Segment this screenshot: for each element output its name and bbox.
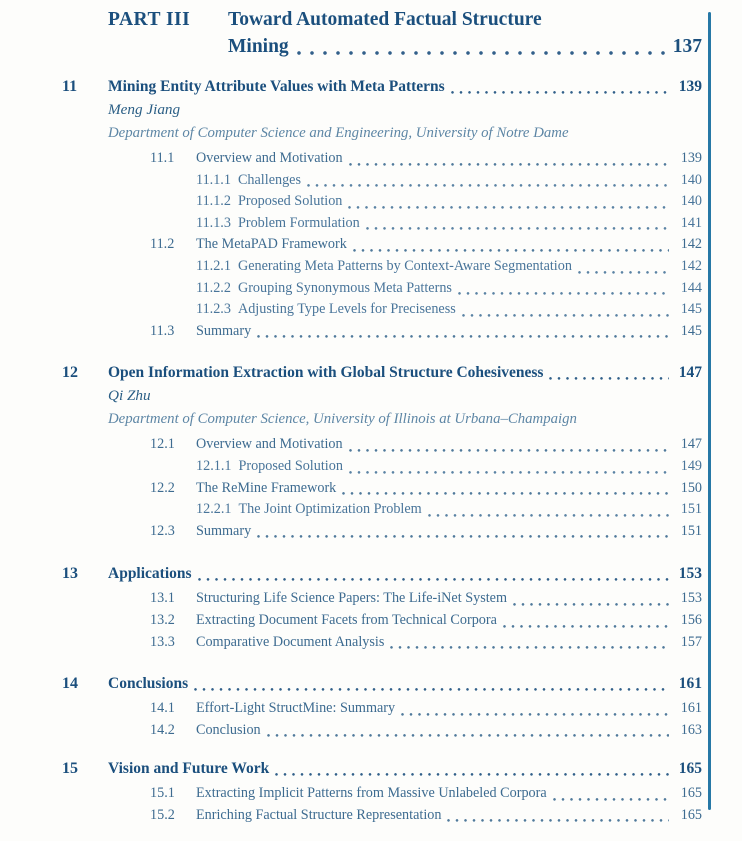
leader-dots [342, 491, 669, 496]
page-number: 144 [680, 279, 702, 296]
page-number: 157 [680, 633, 702, 650]
toc-entry [150, 698, 702, 720]
section-number: 12.2 [150, 479, 175, 496]
page-number: 149 [680, 457, 702, 474]
chapter-title: Conclusions [108, 675, 189, 693]
chapter-sections [62, 588, 702, 653]
toc-entry [196, 499, 702, 521]
section-title: Proposed Solution [238, 457, 343, 474]
section-number: 11.1.3 [196, 214, 231, 231]
section-number: 12.3 [150, 522, 175, 539]
leader-dots [297, 50, 667, 56]
part-header-line1 [108, 6, 702, 33]
chapter-sections [62, 434, 702, 542]
part-title-line1: Toward Automated Factual Structure [228, 9, 542, 30]
section-number: 11.2.1 [196, 257, 231, 274]
chapter-title-row [62, 75, 702, 98]
toc-entry [150, 805, 702, 827]
leader-dots [366, 226, 669, 231]
page-number: 153 [680, 590, 702, 607]
section-title: Proposed Solution [237, 193, 343, 210]
chapter-number: 15 [62, 760, 78, 778]
section-number: 15.1 [150, 785, 175, 802]
section-number: 11.2.2 [196, 279, 231, 296]
toc-entry [150, 521, 702, 543]
page-number: 165 [680, 806, 702, 823]
leader-dots [348, 205, 669, 210]
chapter-affiliation: Department of Computer Science and Engineering, University of Notre Dame [108, 125, 569, 141]
page-number: 165 [680, 785, 702, 802]
page-number: 161 [680, 700, 702, 717]
page-number: 151 [680, 501, 702, 518]
section-number: 15.2 [150, 806, 175, 823]
chapter-11 [62, 75, 702, 342]
leader-dots [275, 772, 669, 777]
toc-entry [196, 213, 702, 235]
chapter-12 [62, 361, 702, 542]
page-number: 140 [680, 193, 702, 210]
page-number: 145 [680, 301, 702, 318]
page-number: 163 [680, 721, 702, 738]
page-number: 142 [680, 236, 702, 253]
page-number: 161 [678, 675, 702, 693]
chapter-14 [62, 672, 702, 741]
section-title: The Joint Optimization Problem [238, 501, 422, 518]
leader-dots [194, 687, 669, 692]
leader-dots [503, 624, 669, 629]
toc-entry [150, 610, 702, 632]
section-title: Summary [196, 522, 252, 539]
section-title: Problem Formulation [237, 214, 360, 231]
toc-entry [150, 720, 702, 742]
leader-dots [349, 162, 669, 167]
toc-entry [196, 191, 702, 213]
toc-entry [150, 632, 702, 654]
page-number: 156 [680, 611, 702, 628]
page-number: 139 [680, 150, 702, 166]
section-title: Challenges [237, 171, 301, 188]
page-number: 141 [680, 214, 702, 231]
toc-entry [150, 321, 702, 343]
leader-dots [401, 712, 669, 717]
section-title: Effort-Light StructMine: Summary [196, 700, 396, 717]
section-title: Extracting Document Facets from Technical Corpora [196, 611, 497, 628]
part-page-number: 137 [672, 36, 702, 57]
leader-dots [267, 733, 669, 738]
leader-dots [458, 291, 669, 296]
page-edge-rule [708, 12, 711, 810]
chapter-affiliation: Department of Computer Science, University of Illinois at Urbana–Champaign [108, 411, 577, 428]
chapter-title: Mining Entity Attribute Values with Meta Patterns [108, 78, 445, 95]
chapter-title: Open Information Extraction with Global Structure Cohesiveness [108, 364, 544, 382]
toc-entry [196, 299, 702, 321]
section-title: The MetaPAD Framework [196, 236, 347, 253]
chapter-number: 13 [62, 565, 78, 583]
section-title: Overview and Motivation [196, 150, 343, 166]
leader-dots [349, 448, 669, 453]
chapter-number: 11 [62, 78, 78, 95]
toc-entry [150, 478, 702, 500]
section-title: Overview and Motivation [196, 436, 343, 453]
section-title: Grouping Synonymous Meta Patterns [237, 279, 452, 296]
section-number: 14.2 [150, 721, 175, 738]
page-number: 150 [680, 479, 702, 496]
chapter-sections [62, 148, 702, 342]
chapter-number: 14 [62, 675, 78, 693]
part-title-line2: Mining [228, 36, 289, 57]
leader-dots [549, 376, 669, 381]
toc-entry [150, 234, 702, 256]
section-title: Comparative Document Analysis [196, 633, 385, 650]
chapter-title: Applications [108, 565, 192, 583]
chapter-sections [62, 698, 702, 741]
toc-entry [150, 148, 702, 170]
part-header [108, 6, 702, 60]
leader-dots [462, 313, 669, 318]
chapter-title-row [62, 757, 702, 780]
chapter-number: 12 [62, 364, 78, 382]
section-number: 12.1 [150, 436, 175, 453]
leader-dots [390, 645, 669, 650]
section-title: Adjusting Type Levels for Preciseness [237, 301, 456, 318]
toc-entry [196, 170, 702, 192]
leader-dots [553, 797, 669, 802]
page-number: 140 [680, 171, 702, 188]
section-number: 13.2 [150, 611, 175, 628]
section-number: 13.3 [150, 633, 175, 650]
page-number: 165 [678, 760, 702, 778]
part-label: PART III [108, 9, 191, 30]
section-number: 11.2 [150, 236, 175, 253]
page-number: 153 [678, 565, 702, 583]
chapter-sections [62, 783, 702, 826]
page-number: 147 [678, 364, 702, 382]
chapter-13 [62, 562, 702, 653]
chapter-author: Meng Jiang [108, 101, 181, 118]
leader-dots [198, 577, 669, 582]
chapter-15 [62, 757, 702, 826]
chapter-author: Qi Zhu [108, 387, 151, 405]
page-number: 139 [678, 78, 702, 95]
leader-dots [257, 534, 669, 539]
section-number: 13.1 [150, 590, 175, 607]
chapter-title-row [62, 562, 702, 585]
leader-dots [349, 470, 669, 475]
chapter-title-row [62, 672, 702, 695]
leader-dots [447, 818, 669, 823]
toc-entry [150, 783, 702, 805]
leader-dots [307, 183, 669, 188]
page-number: 142 [680, 257, 702, 274]
chapter-title: Vision and Future Work [108, 760, 270, 778]
section-title: Enriching Factual Structure Representation [196, 806, 442, 823]
section-title: Conclusion [196, 721, 261, 738]
section-number: 11.3 [150, 322, 175, 339]
page-number: 147 [680, 436, 702, 453]
section-title: Extracting Implicit Patterns from Massive Unlabeled Corpora [196, 785, 547, 802]
chapter-title-row [62, 361, 702, 384]
leader-dots [257, 334, 669, 339]
section-number: 12.1.1 [196, 457, 232, 474]
section-number: 11.1.1 [196, 171, 231, 188]
section-title: Structuring Life Science Papers: The Life-iNet System [196, 590, 507, 607]
section-title: Generating Meta Patterns by Context-Aware Segmentation [237, 257, 572, 274]
part-header-line2 [108, 33, 702, 60]
page-number: 151 [680, 522, 702, 539]
toc-entry [150, 434, 702, 456]
toc-entry [196, 456, 702, 478]
leader-dots [451, 90, 669, 95]
section-number: 12.2.1 [196, 501, 232, 518]
section-number: 11.2.3 [196, 301, 231, 318]
leader-dots [353, 248, 669, 253]
section-number: 11.1 [150, 150, 175, 166]
section-number: 11.1.2 [196, 193, 231, 210]
section-number: 14.1 [150, 700, 175, 717]
toc-entry [196, 256, 702, 278]
toc-entry [150, 588, 702, 610]
section-title: Summary [196, 322, 252, 339]
leader-dots [578, 270, 669, 275]
leader-dots [428, 513, 669, 518]
section-title: The ReMine Framework [196, 479, 337, 496]
toc-entry [196, 278, 702, 300]
page-number: 145 [680, 322, 702, 339]
leader-dots [513, 602, 669, 607]
